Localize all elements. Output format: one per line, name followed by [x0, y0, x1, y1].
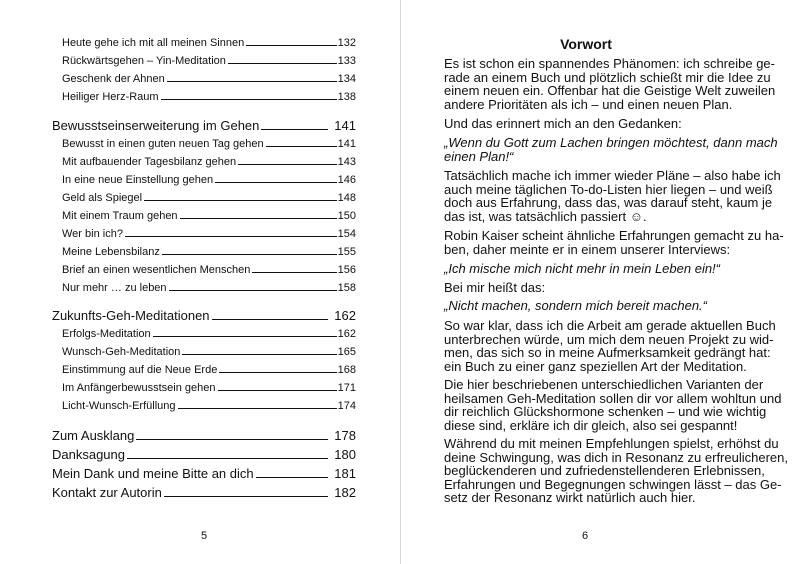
toc-entry-page: 141 — [337, 138, 356, 150]
toc-entry-label: Wer bin ich? — [62, 228, 123, 240]
text-line: setz der Resonanz wirkt natürlich auch hier. — [444, 490, 696, 505]
toc-entry-label: Zukunfts-Geh-Meditationen — [52, 308, 210, 323]
toc-leader-line — [246, 45, 336, 46]
toc-entry-page: 162 — [334, 308, 356, 323]
toc-entry[interactable] — [62, 71, 356, 85]
text-line: ein Buch zu einer ganz speziellen Art der Meditation. — [444, 358, 747, 374]
toc-leader-line — [238, 164, 337, 165]
toc-entry-label: Brief an einen wesentlichen Menschen — [62, 264, 251, 276]
toc-entry[interactable] — [62, 326, 356, 340]
toc-leader-line — [161, 99, 337, 100]
toc-entry[interactable] — [62, 172, 356, 186]
toc-leader-line — [169, 290, 337, 291]
text-line: unterbrechen würde, um mich dem neuen Projekt zu wid- — [444, 331, 774, 347]
toc-entry-page: 155 — [337, 246, 356, 258]
body-paragraph — [444, 281, 748, 295]
toc-entry-page: 138 — [337, 91, 356, 103]
toc-entry[interactable] — [62, 380, 356, 394]
toc-leader-line — [162, 254, 337, 255]
toc-entry[interactable] — [62, 154, 356, 168]
text-line: „Wenn du Gott zum Lachen bringen möchtest, dann mach — [444, 135, 778, 150]
text-line: Bei mir heißt das: — [444, 280, 546, 295]
text-line: andere Prioritäten als ich – und einen neuen Plan. — [444, 96, 733, 112]
quote-paragraph — [444, 262, 748, 276]
toc-entry[interactable] — [62, 398, 356, 412]
body-paragraph — [444, 228, 784, 257]
body-paragraph — [444, 377, 782, 433]
text-line: deine Schwingung, was dich in Resonanz zu erfreulicheren, — [444, 449, 788, 465]
toc-leader-line — [167, 81, 337, 82]
toc-entry[interactable] — [62, 53, 356, 67]
body-paragraph — [444, 318, 776, 374]
toc-entry[interactable] — [62, 262, 356, 276]
toc-leader-line — [144, 200, 337, 201]
text-line: das ist, was tatsächlich passiert ☺. — [444, 208, 647, 224]
text-line: So war klar, dass ich die Arbeit am gerade aktuellen Buch — [444, 318, 776, 333]
toc-leader-line — [180, 218, 337, 219]
toc-entry[interactable] — [52, 117, 356, 133]
toc-entry-label: Meine Lebensbilanz — [62, 246, 160, 258]
toc-entry-page: 132 — [337, 37, 356, 49]
toc-entry[interactable] — [62, 208, 356, 222]
toc-entry[interactable] — [62, 190, 356, 204]
toc-entry-label: Wunsch-Geh-Meditation — [62, 346, 181, 358]
toc-entry-page: 174 — [337, 400, 356, 412]
toc-entry-page: 156 — [337, 264, 356, 276]
toc-entry[interactable] — [62, 136, 356, 150]
toc-leader-line — [215, 182, 337, 183]
toc-entry[interactable] — [62, 362, 356, 376]
text-line: Es ist schon ein spannendes Phänomen: ich schreibe ge- — [444, 56, 775, 71]
toc-entry-page: 162 — [337, 328, 356, 340]
text-line: men, das sich so in meine Aufmerksamkeit gedrängt hat: — [444, 345, 771, 360]
toc-entry-label: Heute gehe ich mit all meinen Sinnen — [62, 37, 245, 49]
toc-entry-label: Bewusst in einen guten neuen Tag gehen — [62, 138, 264, 150]
toc-entry[interactable] — [52, 446, 356, 462]
body-paragraph — [444, 56, 776, 112]
text-line: dir reichlich Glückshormone schenken – und wie wichtig — [444, 404, 767, 419]
toc-entry[interactable] — [52, 484, 356, 500]
toc-entry-label: Im Anfängerbewusstsein gehen — [62, 382, 216, 394]
text-line: Die hier beschriebenen unterschiedlichen Varianten der — [444, 377, 764, 392]
toc-leader-line — [252, 272, 336, 273]
toc-leader-line — [164, 496, 328, 497]
toc-entry-label: Kontakt zur Autorin — [52, 485, 162, 500]
text-line: Während du mit meinen Empfehlungen spielst, erhöhst du — [444, 436, 779, 451]
toc-entry-page: 141 — [334, 118, 356, 133]
toc-entry-page: 150 — [337, 210, 356, 222]
toc-entry-label: Bewusstseinserweiterung im Gehen — [52, 118, 260, 133]
toc-entry-label: Mit einem Traum gehen — [62, 210, 178, 222]
toc-entry[interactable] — [62, 244, 356, 258]
toc-leader-line — [136, 439, 328, 440]
text-line: Erfahrungen und Begegnungen schwingen lässt – das Ge- — [444, 476, 782, 492]
toc-entry-label: Zum Ausklang — [52, 428, 135, 443]
toc-entry-page: 154 — [337, 228, 356, 240]
text-line: Tatsächlich mache ich immer wieder Pläne – also habe ich — [444, 168, 781, 183]
toc-leader-line — [219, 372, 336, 373]
page-number-right: 6 — [582, 530, 589, 542]
toc-entry-page: 182 — [334, 485, 356, 500]
toc-leader-line — [261, 129, 328, 130]
toc-entry-page: 134 — [337, 73, 356, 85]
toc-leader-line — [125, 236, 337, 237]
toc-entry-page: 158 — [337, 282, 356, 294]
text-line: doch aus Erfahrung, dass das, was darauf steht, kaum je — [444, 195, 773, 210]
toc-entry-page: 148 — [337, 192, 356, 204]
toc-leader-line — [127, 458, 328, 459]
text-line: beglückenderen und zufriedenstellenderen Erlebnissen, — [444, 463, 765, 478]
toc-entry[interactable] — [62, 344, 356, 358]
toc-entry-label: Licht-Wunsch-Erfüllung — [62, 400, 176, 412]
toc-entry-page: 171 — [337, 382, 356, 394]
toc-entry-label: Nur mehr … zu leben — [62, 282, 167, 294]
body-paragraph — [444, 117, 748, 131]
toc-entry[interactable] — [52, 465, 356, 481]
toc-leader-line — [153, 336, 337, 337]
text-line: „Nicht machen, sondern mich bereit machen.“ — [444, 298, 708, 313]
toc-leader-line — [212, 319, 329, 320]
quote-paragraph — [444, 135, 778, 164]
text-line: heilsamen Geh-Meditation sollen dir vor allem wohltun und — [444, 390, 782, 406]
toc-entry[interactable] — [62, 89, 356, 103]
toc-entry[interactable] — [52, 307, 356, 323]
toc-entry[interactable] — [62, 226, 356, 240]
toc-leader-line — [228, 63, 337, 64]
text-line: Und das erinnert mich an den Gedanken: — [444, 116, 682, 131]
toc-entry-label: Einstimmung auf die Neue Erde — [62, 364, 218, 376]
text-line: „Ich mische mich nicht mehr in mein Leben ein!“ — [444, 261, 721, 276]
toc-entry-label: Geschenk der Ahnen — [62, 73, 165, 85]
toc-entry[interactable] — [62, 280, 356, 294]
text-line: Robin Kaiser scheint ähnliche Erfahrungen gemacht zu ha- — [444, 228, 784, 243]
toc-leader-line — [266, 146, 337, 147]
body-paragraph — [444, 436, 788, 505]
toc-entry-page: 168 — [337, 364, 356, 376]
right-page-foreword — [401, 0, 800, 564]
toc-entry-page: 133 — [337, 55, 356, 67]
toc-entry-page: 146 — [337, 174, 356, 186]
text-line: einem neuen ein. Offenbar hat die Geistige Welt zuweilen — [444, 83, 776, 98]
quote-paragraph — [444, 299, 748, 313]
toc-leader-line — [178, 408, 337, 409]
text-line: einen Plan!“ — [444, 148, 514, 164]
text-line: ben, daher meinte er in einem unserer Interviews: — [444, 241, 731, 257]
toc-entry-label: Geld als Spiegel — [62, 192, 143, 204]
toc-entry[interactable] — [52, 427, 356, 443]
toc-entry-page: 165 — [337, 346, 356, 358]
toc-leader-line — [182, 354, 336, 355]
toc-leader-line — [256, 477, 329, 478]
toc-leader-line — [218, 390, 337, 391]
toc-entry[interactable] — [62, 35, 356, 49]
toc-entry-page: 178 — [334, 428, 356, 443]
body-paragraph — [444, 168, 781, 224]
toc-entry-page: 143 — [337, 156, 356, 168]
toc-entry-page: 181 — [334, 466, 356, 481]
toc-entry-page: 180 — [334, 447, 356, 462]
toc-entry-label: Mit aufbauender Tagesbilanz gehen — [62, 156, 237, 168]
toc-entry-label: Heiliger Herz-Raum — [62, 91, 159, 103]
page-number-left: 5 — [201, 530, 208, 542]
title-text: Vorwort — [560, 36, 612, 52]
toc-entry-label: Erfolgs-Meditation — [62, 328, 151, 340]
toc-entry-label: Rückwärtsgehen – Yin-Meditation — [62, 55, 226, 67]
toc-entry-label: In eine neue Einstellung gehen — [62, 174, 214, 186]
text-line: rade an einem Buch und plötzlich schießt mir die Idee zu — [444, 69, 771, 85]
toc-entry-label: Danksagung — [52, 447, 125, 462]
text-line: diese sind, erkläre ich dir gleich, also sei gespannt! — [444, 417, 738, 433]
text-line: auch meine täglichen To-do-Listen hier liegen – und weiß — [444, 181, 773, 197]
toc-entry-label: Mein Dank und meine Bitte an dich — [52, 466, 254, 481]
